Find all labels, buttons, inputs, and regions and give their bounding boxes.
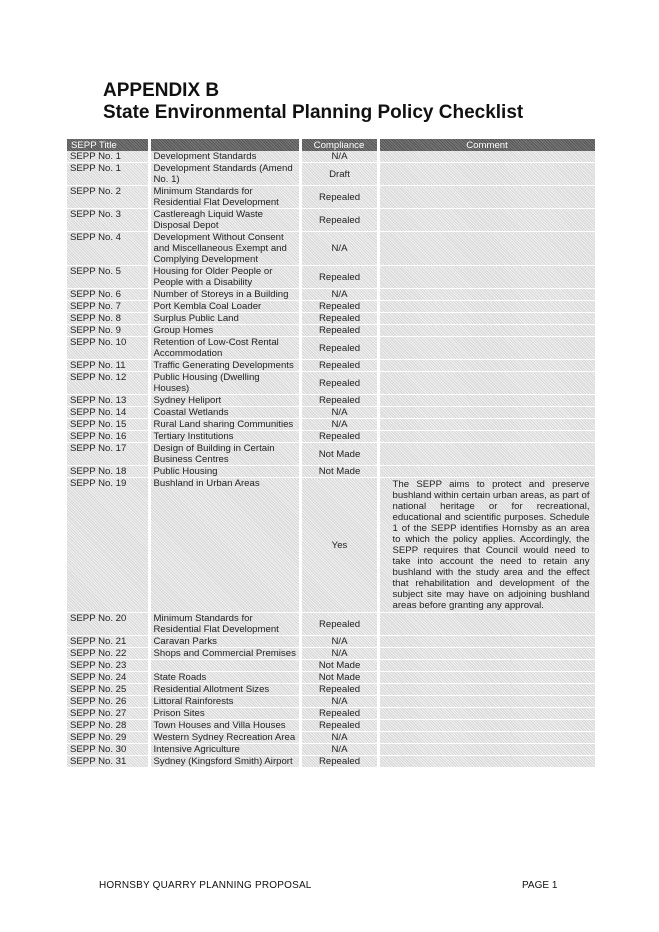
policy-title-cell: Surplus Public Land (149, 313, 300, 325)
table-row (67, 732, 596, 744)
sepp-number-cell: SEPP No. 1 (67, 163, 149, 186)
table-row (67, 708, 596, 720)
sepp-number-cell: SEPP No. 19 (67, 478, 149, 613)
header-compliance: Compliance (300, 139, 378, 151)
sepp-number-cell: SEPP No. 16 (67, 431, 149, 443)
table-row (67, 648, 596, 660)
policy-title-cell: Intensive Agriculture (149, 744, 300, 756)
policy-title-cell: Sydney Heliport (149, 395, 300, 407)
table-row (67, 325, 596, 337)
sepp-number-cell: SEPP No. 22 (67, 648, 149, 660)
header-sepp-title: SEPP Title (67, 139, 149, 151)
compliance-cell: Repealed (300, 684, 378, 696)
comment-cell (378, 407, 596, 419)
table-row (67, 636, 596, 648)
policy-title-cell: Caravan Parks (149, 636, 300, 648)
table-header-row (67, 139, 596, 151)
comment-cell (378, 301, 596, 313)
table-row (67, 289, 596, 301)
policy-title-cell (149, 660, 300, 672)
compliance-cell: N/A (300, 732, 378, 744)
compliance-cell: N/A (300, 648, 378, 660)
page-title (103, 80, 523, 124)
policy-title-cell: Coastal Wetlands (149, 407, 300, 419)
sepp-number-cell: SEPP No. 20 (67, 613, 149, 636)
sepp-number-cell: SEPP No. 7 (67, 301, 149, 313)
policy-title-cell: Design of Building in Certain Business Centres (149, 443, 300, 466)
comment-cell: The SEPP aims to protect and preserve bushland within certain urban areas, as part of national heritage or for recreational, educational and scientific purposes. Schedule 1 of the SEPP identifies Hornsby as an area to which the policy applies. Accordingly, the SEPP requires that Council would need to take into account the need to retain any bushland with the study area and the effect that rehabilitation and development of the subject site may have on adjoining bushland areas before granting any approval. (378, 478, 596, 613)
comment-cell (378, 232, 596, 266)
table-body (67, 151, 596, 768)
table-row (67, 720, 596, 732)
compliance-cell: Repealed (300, 337, 378, 360)
sepp-number-cell: SEPP No. 24 (67, 672, 149, 684)
sepp-number-cell: SEPP No. 17 (67, 443, 149, 466)
sepp-number-cell: SEPP No. 26 (67, 696, 149, 708)
compliance-cell: N/A (300, 744, 378, 756)
sepp-number-cell: SEPP No. 11 (67, 360, 149, 372)
table-row (67, 232, 596, 266)
compliance-cell: Draft (300, 163, 378, 186)
compliance-cell: Repealed (300, 313, 378, 325)
table-row (67, 407, 596, 419)
compliance-cell: Repealed (300, 431, 378, 443)
compliance-cell: N/A (300, 407, 378, 419)
comment-cell (378, 431, 596, 443)
sepp-number-cell: SEPP No. 2 (67, 186, 149, 209)
comment-cell (378, 151, 596, 163)
comment-cell (378, 696, 596, 708)
compliance-cell: N/A (300, 696, 378, 708)
sepp-checklist-table (67, 139, 598, 768)
sepp-number-cell: SEPP No. 8 (67, 313, 149, 325)
comment-cell (378, 636, 596, 648)
comment-cell (378, 337, 596, 360)
compliance-cell: Repealed (300, 395, 378, 407)
compliance-cell: N/A (300, 636, 378, 648)
policy-title-cell: Development Without Consent and Miscellaneous Exempt and Complying Development (149, 232, 300, 266)
sepp-number-cell: SEPP No. 13 (67, 395, 149, 407)
compliance-cell: Repealed (300, 325, 378, 337)
compliance-cell: Repealed (300, 360, 378, 372)
policy-title-cell: Western Sydney Recreation Area (149, 732, 300, 744)
policy-title-cell: Development Standards (149, 151, 300, 163)
compliance-cell: N/A (300, 419, 378, 431)
comment-cell (378, 613, 596, 636)
policy-title-cell: Castlereagh Liquid Waste Disposal Depot (149, 209, 300, 232)
comment-cell (378, 395, 596, 407)
compliance-cell: N/A (300, 151, 378, 163)
comment-cell (378, 732, 596, 744)
policy-title-cell: Retention of Low-Cost Rental Accommodation (149, 337, 300, 360)
comment-cell (378, 756, 596, 768)
comment-cell (378, 372, 596, 395)
sepp-number-cell: SEPP No. 12 (67, 372, 149, 395)
compliance-cell: Repealed (300, 708, 378, 720)
policy-title-cell: State Roads (149, 672, 300, 684)
comment-cell (378, 720, 596, 732)
table-row (67, 443, 596, 466)
sepp-number-cell: SEPP No. 21 (67, 636, 149, 648)
table-row (67, 266, 596, 289)
sepp-number-cell: SEPP No. 27 (67, 708, 149, 720)
comment-cell (378, 163, 596, 186)
policy-title-cell: Residential Allotment Sizes (149, 684, 300, 696)
table-row (67, 466, 596, 478)
policy-title-cell: Prison Sites (149, 708, 300, 720)
sepp-number-cell: SEPP No. 1 (67, 151, 149, 163)
comment-cell (378, 266, 596, 289)
policy-title-cell: Town Houses and Villa Houses (149, 720, 300, 732)
footer-page-number: PAGE 1 (522, 880, 558, 891)
compliance-cell: Yes (300, 478, 378, 613)
sepp-number-cell: SEPP No. 25 (67, 684, 149, 696)
table-row (67, 372, 596, 395)
table-row (67, 478, 596, 613)
table-row (67, 756, 596, 768)
comment-cell (378, 684, 596, 696)
compliance-cell: N/A (300, 289, 378, 301)
compliance-cell: Not Made (300, 466, 378, 478)
policy-title-cell: Number of Storeys in a Building (149, 289, 300, 301)
table-row (67, 660, 596, 672)
policy-title-cell: Development Standards (Amend No. 1) (149, 163, 300, 186)
table-row (67, 337, 596, 360)
comment-cell (378, 289, 596, 301)
sepp-number-cell: SEPP No. 3 (67, 209, 149, 232)
sepp-number-cell: SEPP No. 31 (67, 756, 149, 768)
table-row (67, 301, 596, 313)
compliance-cell: Repealed (300, 613, 378, 636)
policy-title-cell: Littoral Rainforests (149, 696, 300, 708)
policy-title-cell: Port Kembla Coal Loader (149, 301, 300, 313)
table-row (67, 151, 596, 163)
table-row (67, 672, 596, 684)
policy-title-cell: Tertiary Institutions (149, 431, 300, 443)
policy-title-cell: Rural Land sharing Communities (149, 419, 300, 431)
footer-document-title: HORNSBY QUARRY PLANNING PROPOSAL (99, 880, 312, 891)
compliance-cell: Repealed (300, 266, 378, 289)
comment-cell (378, 708, 596, 720)
compliance-cell: N/A (300, 232, 378, 266)
compliance-cell: Repealed (300, 756, 378, 768)
compliance-cell: Not Made (300, 660, 378, 672)
table-row (67, 431, 596, 443)
policy-title-cell: Sydney (Kingsford Smith) Airport (149, 756, 300, 768)
sepp-number-cell: SEPP No. 14 (67, 407, 149, 419)
comment-cell (378, 648, 596, 660)
compliance-cell: Repealed (300, 209, 378, 232)
compliance-cell: Repealed (300, 301, 378, 313)
compliance-cell: Repealed (300, 372, 378, 395)
sepp-number-cell: SEPP No. 18 (67, 466, 149, 478)
table-row (67, 186, 596, 209)
header-comment: Comment (378, 139, 596, 151)
sepp-number-cell: SEPP No. 4 (67, 232, 149, 266)
comment-cell (378, 744, 596, 756)
comment-cell (378, 443, 596, 466)
table-row (67, 419, 596, 431)
policy-title-cell: Shops and Commercial Premises (149, 648, 300, 660)
sepp-number-cell: SEPP No. 28 (67, 720, 149, 732)
sepp-number-cell: SEPP No. 29 (67, 732, 149, 744)
compliance-cell: Repealed (300, 720, 378, 732)
table-row (67, 313, 596, 325)
table-row (67, 395, 596, 407)
appendix-heading: APPENDIX B (103, 80, 220, 101)
policy-title-cell: Bushland in Urban Areas (149, 478, 300, 613)
policy-title-cell: Traffic Generating Developments (149, 360, 300, 372)
comment-cell (378, 313, 596, 325)
table-row (67, 684, 596, 696)
compliance-cell: Repealed (300, 186, 378, 209)
sepp-number-cell: SEPP No. 23 (67, 660, 149, 672)
comment-cell (378, 186, 596, 209)
sepp-number-cell: SEPP No. 6 (67, 289, 149, 301)
sepp-number-cell: SEPP No. 30 (67, 744, 149, 756)
compliance-cell: Not Made (300, 443, 378, 466)
comment-cell (378, 209, 596, 232)
policy-title-cell: Housing for Older People or People with a Disability (149, 266, 300, 289)
policy-title-cell: Group Homes (149, 325, 300, 337)
table-row (67, 696, 596, 708)
table-row (67, 163, 596, 186)
table-row (67, 613, 596, 636)
comment-cell (378, 672, 596, 684)
sepp-number-cell: SEPP No. 9 (67, 325, 149, 337)
table-row (67, 209, 596, 232)
policy-title-cell: Public Housing (149, 466, 300, 478)
policy-title-cell: Minimum Standards for Residential Flat Development (149, 613, 300, 636)
header-policy-name (149, 139, 300, 151)
comment-cell (378, 360, 596, 372)
table-row (67, 360, 596, 372)
sepp-number-cell: SEPP No. 10 (67, 337, 149, 360)
comment-cell (378, 660, 596, 672)
policy-title-cell: Minimum Standards for Residential Flat Development (149, 186, 300, 209)
compliance-cell: Not Made (300, 672, 378, 684)
sepp-number-cell: SEPP No. 5 (67, 266, 149, 289)
comment-cell (378, 419, 596, 431)
policy-title-cell: Public Housing (Dwelling Houses) (149, 372, 300, 395)
comment-cell (378, 325, 596, 337)
table-row (67, 744, 596, 756)
sepp-number-cell: SEPP No. 15 (67, 419, 149, 431)
comment-cell (378, 466, 596, 478)
checklist-heading: State Environmental Planning Policy Checklist (103, 102, 524, 123)
